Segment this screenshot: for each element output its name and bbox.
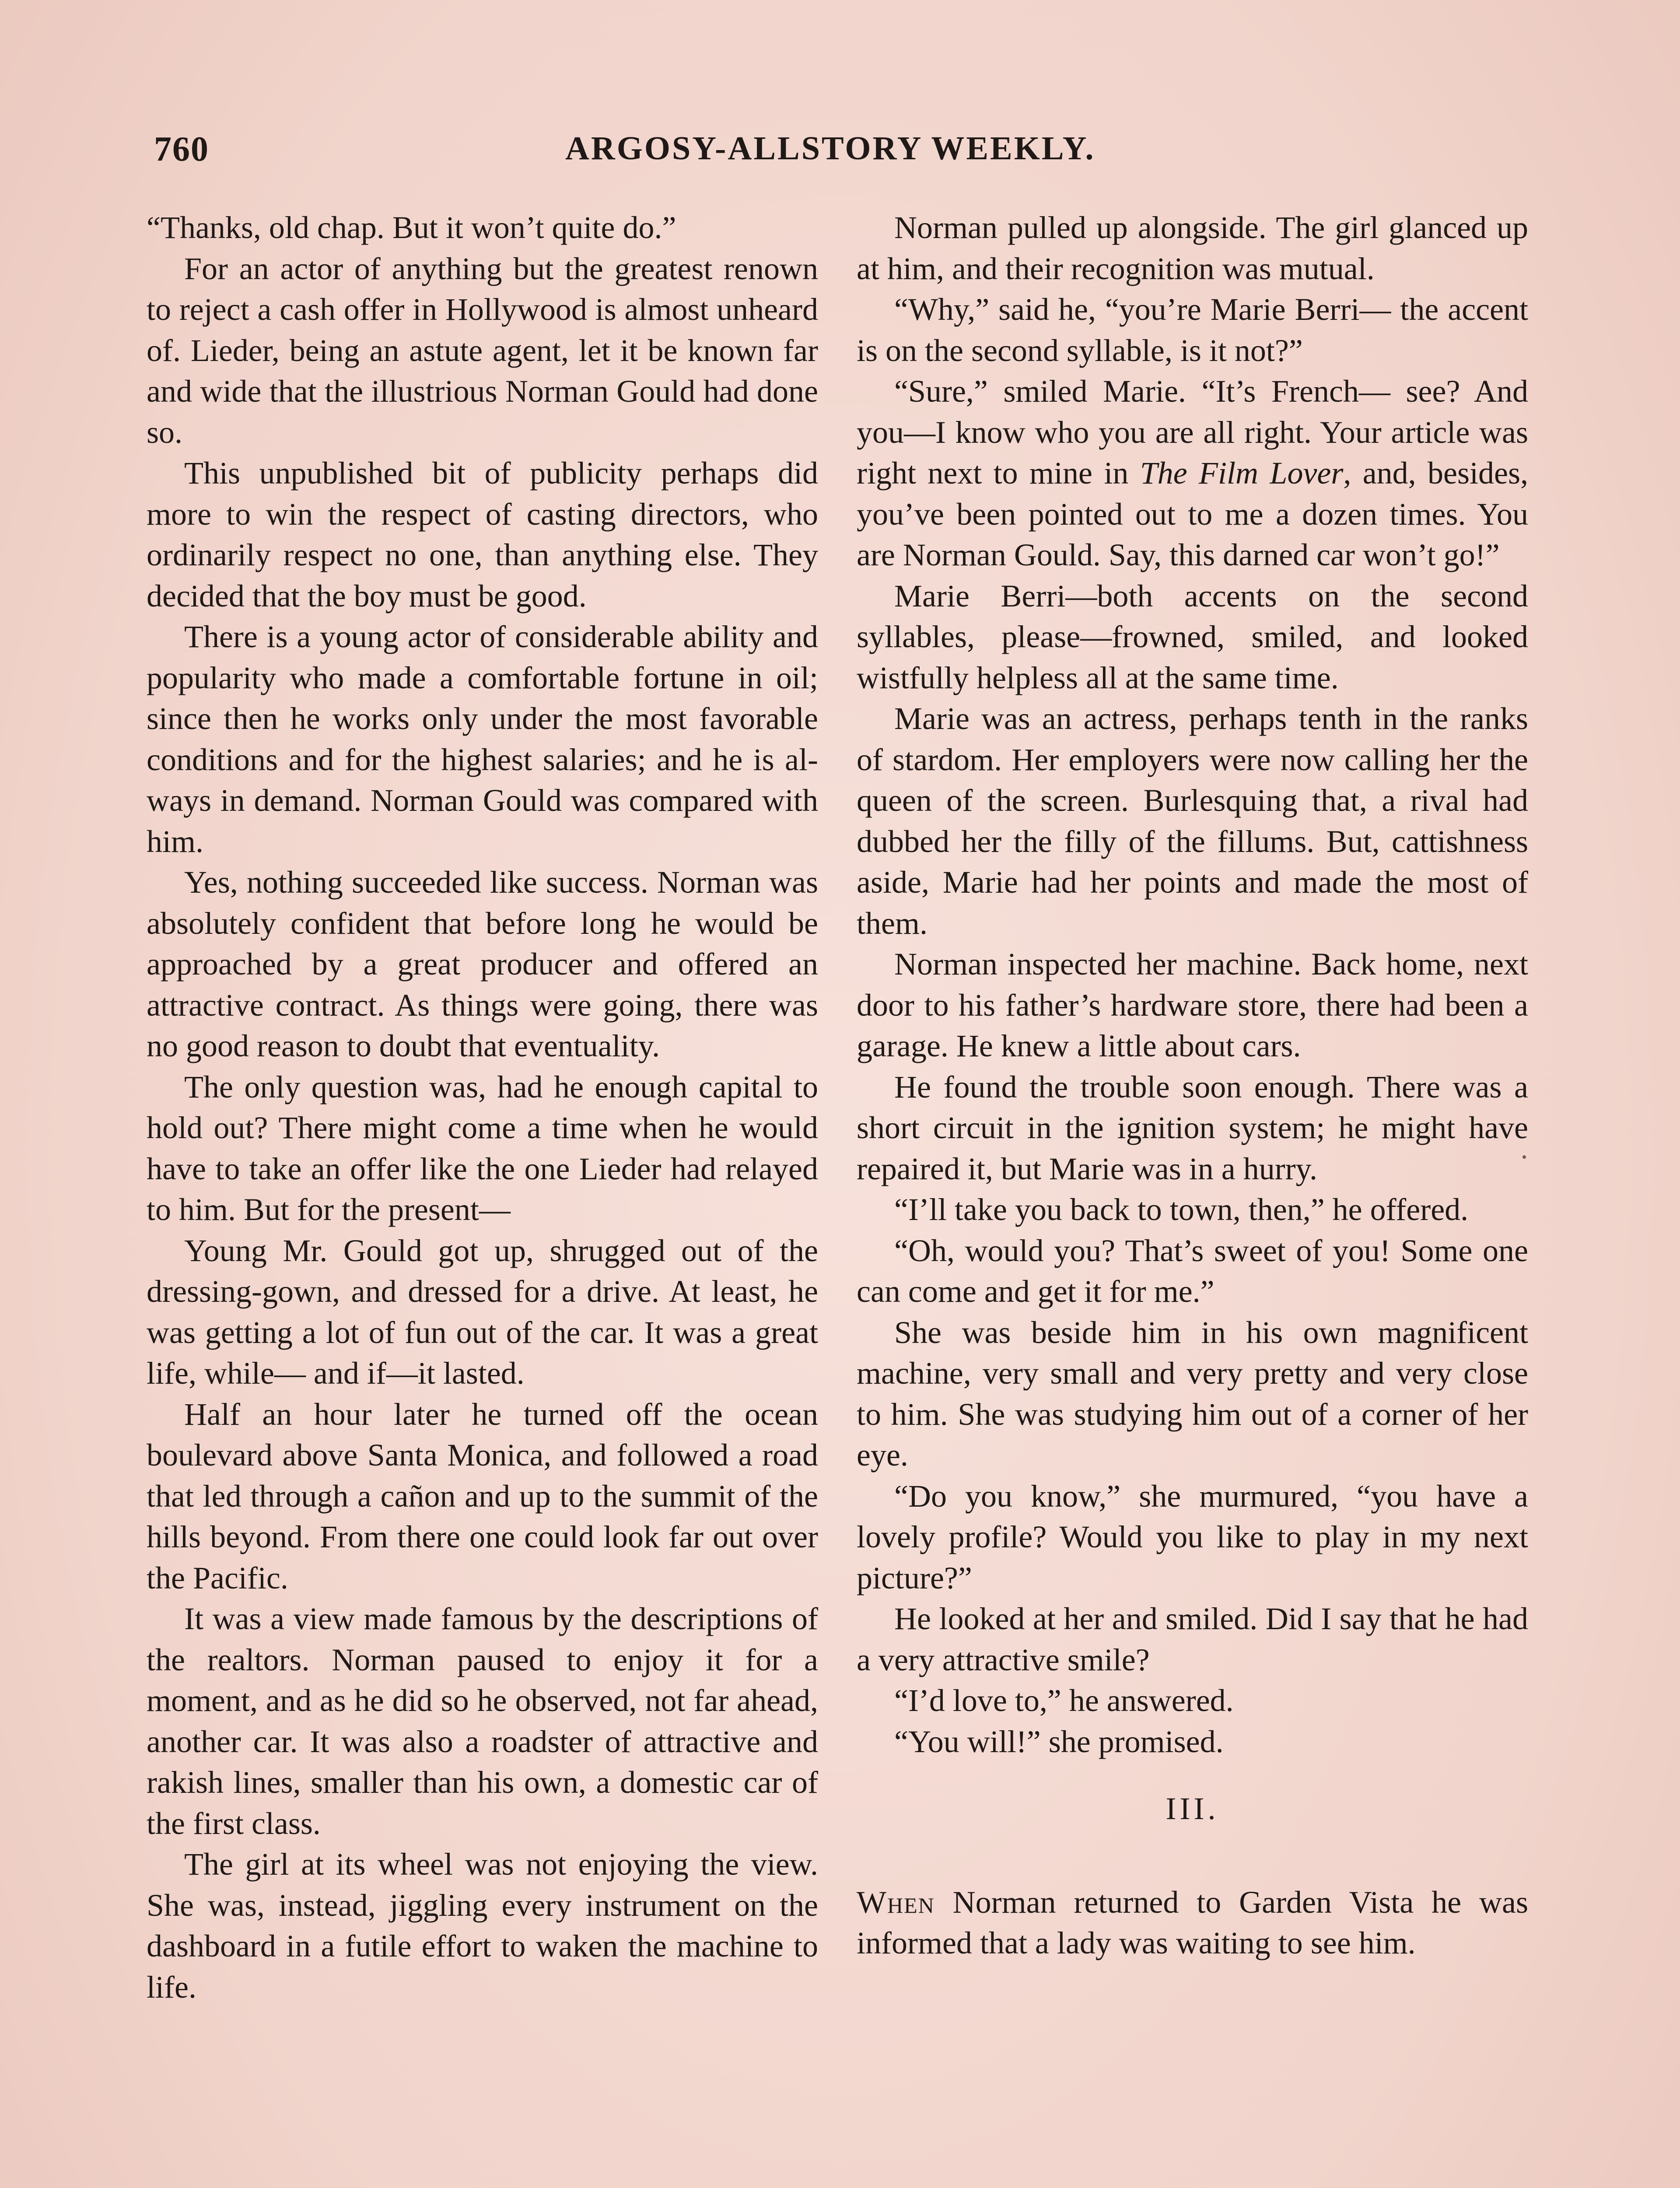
right-column	[857, 207, 1528, 1964]
paragraph: He looked at her and smiled. Did I say that he had a very attractive smile?	[857, 1601, 1528, 1677]
paragraph: Marie was an actress, perhaps tenth in the ranks of stardom. Her employers were now calling her the queen of the screen. Burlesquing that, a rival had dubbed her the filly of the fillums. But, cattishness aside, Marie had her points and made the most of them.	[857, 701, 1528, 941]
lead-word: When	[857, 1884, 935, 1920]
paragraph: Yes, nothing succeeded like success. Norman was absolutely confident that before long he would be approached by a great producer and offered an attractive contract. As things were going, there was no good reason to doubt that eventuality.	[147, 865, 818, 1063]
paragraph: For an actor of anything but the greatest renown to reject a cash offer in Hollywood is almost unheard of. Lieder, being an astute agent, let it be known far and wide that the illustrious Norman Gould had done so.	[147, 251, 818, 450]
running-head: ARGOSY-ALLSTORY WEEKLY.	[565, 130, 1096, 167]
paragraph: Young Mr. Gould got up, shrugged out of the dressing-gown, and dressed for a drive. At least, he was getting a lot of fun out of the car. It was a great life, while— and if—it lasted.	[147, 1233, 818, 1391]
paragraph: He found the trouble soon enough. There was a short circuit in the ignition system; he might have repaired it, but Marie was in a hurry.	[857, 1069, 1528, 1186]
section-heading: III.	[1166, 1791, 1219, 1826]
page-number: 760	[154, 130, 209, 168]
paragraph: “Oh, would you? That’s sweet of you! Some one can come and get it for me.”	[857, 1233, 1528, 1309]
paragraph: Norman inspected her machine. Back home, next door to his father’s hardware store, there had been a garage. He knew a little about cars.	[857, 947, 1528, 1063]
left-column	[147, 207, 818, 2008]
paragraph: This unpublished bit of publicity perhaps did more to win the respect of casting directors, who ordinarily respect no one, than anything else. They decided that the boy must be good.	[147, 456, 818, 614]
paragraph: There is a young actor of considerable ability and popularity who made a comfortable fortune in oil; since then he works only under the most favorable conditions and for the highest salaries; and he is always in demand. Norman Gould was compared with him.	[147, 619, 818, 859]
paragraph: “Do you know,” she murmured, “you have a lovely profile? Would you like to play in my next picture?”	[857, 1478, 1528, 1595]
paragraph: She was beside him in his own magnificent machine, very small and very pretty and very close to him. She was studying him out of a corner of her eye.	[857, 1315, 1528, 1473]
page-header	[154, 130, 1121, 182]
paragraph: Marie Berri—both accents on the second syllables, please—frowned, smiled, and looked wistfully helpless all at the same time.	[857, 578, 1528, 695]
paragraph	[857, 1882, 1528, 1964]
paragraph-text: , and, besides, you’ve been pointed out to me a dozen times. You are Norman Gould. Say, this darned car won’t go!”	[857, 456, 1528, 572]
paragraph: It was a view made famous by the descriptions of the realtors. Norman paused to enjoy it for a moment, and as he did so he observed, not far ahead, another car. It was also a roadster of attractive and rakish lines, smaller than his own, a domestic car of the first class.	[147, 1601, 818, 1841]
paragraph: Half an hour later he turned off the ocean boulevard above Santa Monica, and followed a road that led through a cañon and up to the summit of the hills beyond. From there one could look far out over the Pacific.	[147, 1396, 818, 1595]
paragraph-text: Norman returned to Garden Vista he was informed that a lady was waiting to see him.	[857, 1884, 1528, 1960]
paragraph: “You will!” she promised.	[894, 1724, 1224, 1759]
paper-speck	[1522, 1155, 1526, 1159]
paragraph: “Why,” said he, “you’re Marie Berri— the accent is on the second syllable, is it not?”	[857, 292, 1528, 368]
paragraph: “Thanks, old chap. But it won’t quite do.”	[147, 210, 676, 245]
paragraph: The only question was, had he enough capital to hold out? There might come a time when he would have to take an offer like the one Lieder had relayed to him. But for the present—	[147, 1069, 818, 1227]
paragraph: The girl at its wheel was not enjoying the view. She was, instead, jiggling every instrument on the dashboard in a futile effort to waken the machine to life.	[147, 1847, 818, 2005]
magazine-title: The Film Lover	[1140, 456, 1344, 491]
paragraph: “I’d love to,” he answered.	[894, 1683, 1234, 1718]
paragraph: Norman pulled up alongside. The girl glanced up at him, and their recognition was mutual.	[857, 210, 1528, 286]
paragraph: “I’ll take you back to town, then,” he offered.	[894, 1192, 1469, 1227]
paragraph	[857, 371, 1528, 576]
paragraph-text: “Sure,” smiled Marie. “It’s French— see? And you—I know who you are all right. Your article was right next to mine in	[857, 374, 1528, 491]
